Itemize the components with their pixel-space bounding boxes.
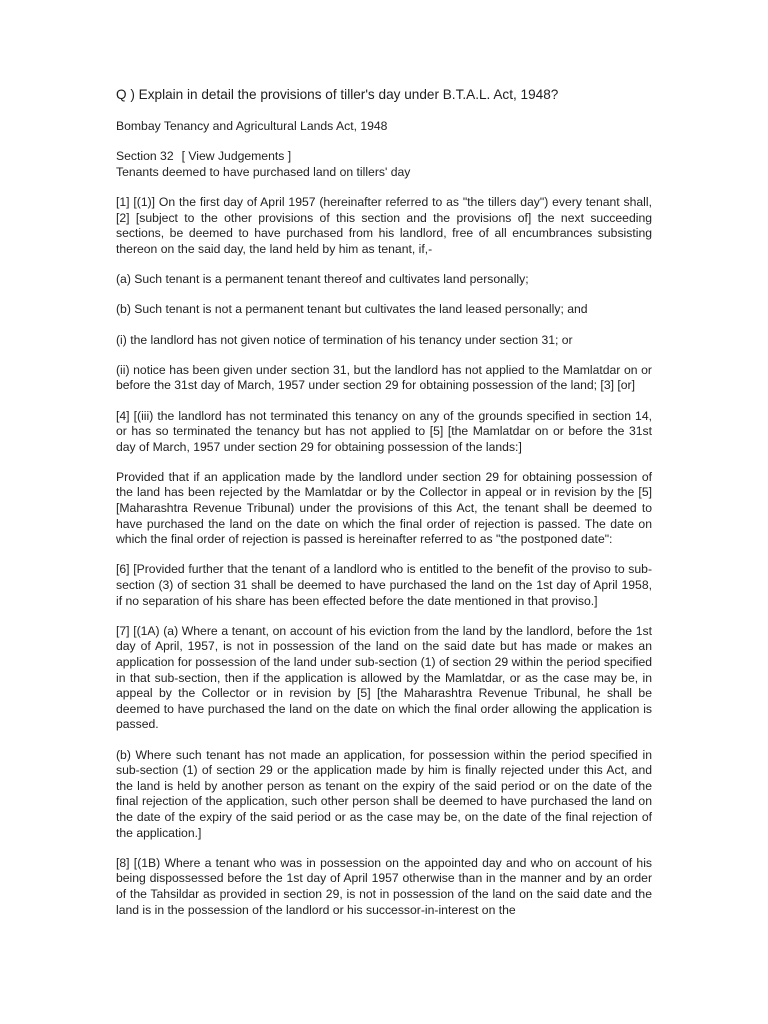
paragraph-10: (b) Where such tenant has not made an application, for possession within the period specified in sub-section (1) of section 29 or the application made by him is finally rejected under this Act, and the land is held by another person as tenant on the expiry of the said period or on the date of the final rejection of the application, such other person shall be deemed to have purchased the land on the date of the expiry of the said period or as the case may be, on the date of the final rejection of the application.]	[116, 747, 652, 840]
view-judgements-link[interactable]: [ View Judgements ]	[181, 149, 292, 163]
paragraph-11: [8] [(1B) Where a tenant who was in possession on the appointed day and who on account of his being dispossessed before the 1st day of April 1957 otherwise than in the manner and by an order of the Tahsildar as provided in section 29, is not in possession of the land on the said date and the land is in the possession of the landlord or his successor-in-interest on the	[116, 855, 652, 917]
paragraph-6: [4] [(iii) the landlord has not terminated this tenancy on any of the grounds specified in section 14, or has so terminated the tenancy but has not applied to [5] [the Mamlatdar on or before the 31st day of March, 1957 under section 29 for obtaining possession of the lands:]	[116, 408, 652, 454]
paragraph-5: (ii) notice has been given under section 31, but the landlord has not applied to the Mamlatdar on or before the 31st day of March, 1957 under section 29 for obtaining possession of the land; [3] [or]	[116, 362, 652, 393]
act-title: Bombay Tenancy and Agricultural Lands Act, 1948	[116, 119, 388, 133]
section-heading: Tenants deemed to have purchased land on tillers' day	[116, 164, 411, 179]
section-number: Section 32	[116, 149, 174, 163]
paragraph-9: [7] [(1A) (a) Where a tenant, on account of his eviction from the land by the landlord, before the 1st day of April, 1957, is not in possession of the land on the said date but has made or makes an application for possession of the land under sub-section (1) of section 29 within the period specified in that sub-section, then if the application is allowed by the Mamlatdar, or as the case may be, in appeal by the Collector or in revision by [5] [the Maharashtra Revenue Tribunal, he shall be deemed to have purchased the land on the date on which the final order allowing the application is passed.	[116, 623, 652, 732]
section-line	[116, 149, 652, 165]
paragraph-2: (a) Such tenant is a permanent tenant thereof and cultivates land personally;	[116, 272, 529, 287]
paragraph-8: [6] [Provided further that the tenant of a landlord who is entitled to the benefit of the proviso to sub-section (3) of section 31 shall be deemed to have purchased the land on the 1st day of April 1958, if no separation of his share has been effected before the date mentioned in that proviso.]	[116, 562, 652, 608]
document-page	[116, 86, 652, 918]
paragraph-7: Provided that if an application made by the landlord under section 29 for obtaining possession of the land has been rejected by the Mamlatdar or by the Collector in appeal or in revision by the [5] [Maharashtra Revenue Tribunal) under the provisions of this Act, the tenant shall be deemed to have purchased the land on the date on which the final order of rejection is passed. The date on which the final order of rejection is passed is hereinafter referred to as "the postponed date":	[116, 469, 652, 547]
paragraph-4: (i) the landlord has not given notice of termination of his tenancy under section 31; or	[116, 332, 573, 347]
paragraph-1: [1] [(1)] On the first day of April 1957 (hereinafter referred to as "the tillers day") every tenant shall,[2] [subject to the other provisions of this section and the provisions of] the next succeeding sections, be deemed to have purchased from his landlord, free of all encumbrances subsisting thereon on the said day, the land held by him as tenant, if,-	[116, 195, 652, 256]
paragraph-3: (b) Such tenant is not a permanent tenant but cultivates the land leased personally; and	[116, 302, 588, 317]
question-text: Q ) Explain in detail the provisions of tiller's day under B.T.A.L. Act, 1948?	[116, 87, 559, 102]
